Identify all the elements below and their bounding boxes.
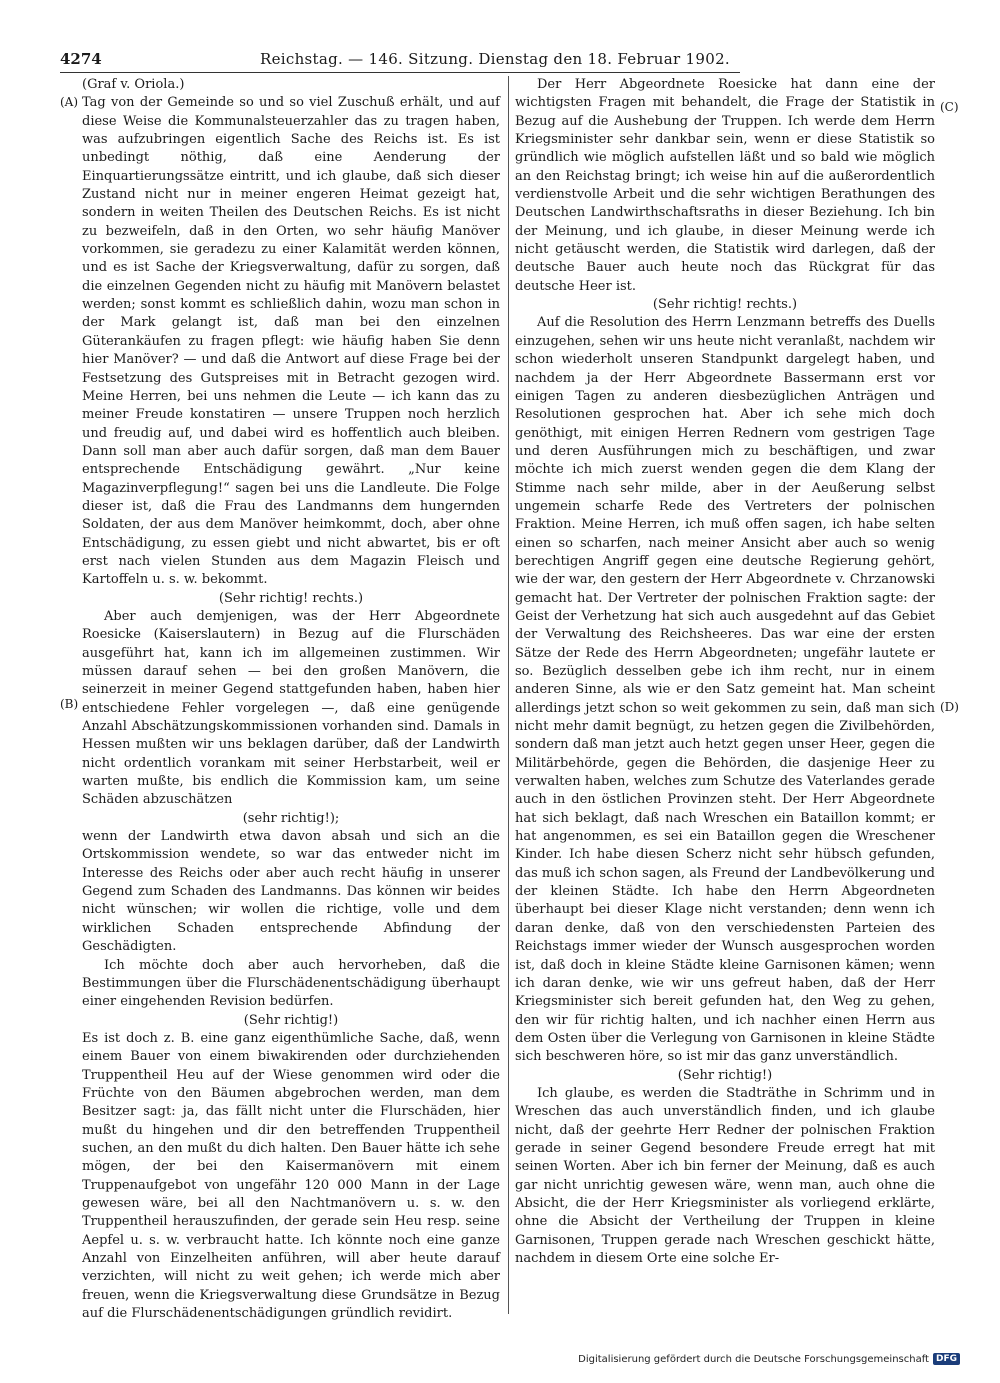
right-interjection-2: (Sehr richtig!): [677, 1067, 773, 1083]
left-interjection-1: (Sehr richtig! rechts.): [218, 590, 364, 606]
page-number: 4274: [60, 50, 102, 68]
footer-text: Digitalisierung gefördert durch die Deutsche Forschungsgemeinschaft: [578, 1353, 929, 1365]
header-rule: [60, 72, 740, 73]
right-column: [515, 76, 935, 1268]
right-paragraph-1: Der Herr Abgeordnete Roesicke hat dann eine der wichtigsten Fragen mit behandelt, die Frage der Statistik in Bezug auf die Aushebung der Truppen. Ich werde dem Herrn Kriegsminister sehr dankbar sein, wenn er diese Statistik so gründlich wie möglich aufstellen läßt und so bald wie möglich an den Reichstag bringt; ich weise hin auf die außerordentlich verdienstvolle Arbeit und die sehr wichtigen Berathungen des Deutschen Landwirthschaftsraths in dieser Beziehung. Ich bin der Meinung, und ich glaube, in dieser Meinung werde ich nicht getäuscht werden, die Statistik wird darlegen, daß der deutsche Bauer auch heute noch das Rückgrat für das deutsche Heer ist.: [515, 77, 935, 294]
column-divider: [508, 76, 509, 1314]
right-paragraph-3: Ich glaube, es werden die Stadträthe in Schrimm und in Wreschen das auch unverständlich finden, und ich glaube nicht, daß der geehrte Herr Redner der polnischen Fraktion gerade in seiner Gegend besondere Freude erregt hat mit seinen Worten. Aber ich bin ferner der Meinung, daß es auch gar nicht unrichtig gewesen wäre, wenn man, auch ohne die Absicht, die der Herr Kriegsminister als vorliegend erklärte, ohne die Absicht der Vertheilung der Truppen in kleine Garnisonen, Truppen gerade nach Wreschen geschickt hätte, nachdem in diesem Orte eine solche Er-: [515, 1085, 935, 1266]
margin-marker-a: (A): [60, 95, 79, 109]
speaker-label: (Graf v. Oriola.): [82, 77, 185, 92]
margin-marker-b: (B): [60, 697, 79, 711]
footer: [578, 1353, 960, 1365]
left-interjection-2: (sehr richtig!);: [242, 810, 340, 826]
page-title: Reichstag. — 146. Sitzung. Dienstag den 18. Februar 1902.: [260, 50, 730, 68]
left-column: [82, 76, 500, 1323]
left-paragraph-3: wenn der Landwirth etwa davon absah und sich an die Ortskommission wendete, so war das entweder nicht im Interesse des Reichs oder aber auch recht häufig in unserer Gegend zum Schaden des Landmanns. Das können wir beides nicht wünschen; wir wollen die richtige, volle und dem wirklichen Schaden entsprechende Abfindung der Geschädigten.: [82, 829, 500, 955]
margin-marker-d: (D): [940, 700, 959, 714]
right-interjection-1: (Sehr richtig! rechts.): [652, 297, 798, 313]
left-paragraph-1: Tag von der Gemeinde so und so viel Zuschuß erhält, und auf diese Weise die Kommunalsteuerzahler das zu tragen haben, was aufzubringen eigentlich Sache des Reichs ist. Es ist unbedingt nöthig, daß eine Aenderung der Einquartierungssätze eintritt, und ich glaube, daß sich dieser Zustand nicht nur in meiner engeren Heimat gezeigt hat, sondern in weiten Theilen des Deutschen Reichs. Es ist nicht zu bezweifeln, daß in den Orten, wo sehr häufig Manöver vorkommen, sie geradezu zu einer Kalamität werden können, und es ist Sache der Kriegsverwaltung, dafür zu sorgen, daß die einzelnen Gegenden nicht zu häufig mit Manövern belastet werden; sonst kommt es schließlich dahin, wozu man schon in der Mark gelangt ist, daß man bei den einzelnen Güterankäufen zu fragen pflegt: wie häufig haben Sie denn hier Manöver? — und daß die Antwort auf diese Frage bei der Festsetzung des Gutspreises mit in Betracht gezogen wird. Meine Herren, bei uns nehmen die Leute — ich kann das zu meiner Freude konstatiren — unsere Truppen noch herzlich und freudig auf, und dabei wird es hoffentlich auch bleiben. Dann soll man aber auch dafür sorgen, daß man dem Bauer entsprechende Entschädigung gewährt. „Nur keine Magazinverpflegung!“ sagen bei uns die Landleute. Die Folge dieser ist, daß die Frau des Landmanns dem hungernden Soldaten, der aus dem Manöver heimkommt, doch, aber ohne Entschädigung, zu essen giebt und nicht abwartet, bis er oft erst nach vielen Stunden aus dem Magazin Fleisch und Kartoffeln u. s. w. bekommt.: [82, 95, 500, 588]
page-header: [60, 50, 740, 72]
left-paragraph-5: Es ist doch z. B. eine ganz eigenthümliche Sache, daß, wenn einem Bauer von einem biwakirenden oder durchziehenden Truppentheil Heu auf der Wiese genommen wird oder die Früchte von den Bäumen abgebrochen werden, man dem Besitzer sagt: ja, das fällt nicht unter die Flurschäden, hier mußt du hingehen und dir den betreffenden Truppentheil suchen, an den mußt du dich halten. Den Bauer hätte ich sehe mögen, der bei den Kaisermanövern mit einem Truppenaufgebot von ungefähr 120 000 Mann in der Lage gewesen wäre, bei all den Nachtmanövern u. s. w. den Truppentheil herauszufinden, der gerade sein Heu resp. seine Aepfel u. s. w. verbraucht hatte. Ich könnte noch eine ganze Anzahl von Einzelheiten anführen, will aber heute darauf verzichten, will nicht zu weit gehen; ich werde mich aber freuen, wenn die Kriegsverwaltung diese Grundsätze in Bezug auf die Flurschädenentschädigungen gründlich revidirt.: [82, 1030, 500, 1322]
dfg-logo-icon: DFG: [933, 1353, 960, 1365]
right-paragraph-2: Auf die Resolution des Herrn Lenzmann betreffs des Duells einzugehen, sehen wir uns heute nicht veranlaßt, nachdem wir schon wiederholt unseren Standpunkt dargelegt haben, und nachdem ja der Herr Abgeordnete Bassermann erst vor einigen Tagen zu anderen diesbezüglichen Anträgen und Resolutionen gesprochen hat. Aber ich sehe mich doch genöthigt, mit einigen Herren Rednern vom gestrigen Tage und deren Ausführungen mich zu beschäftigen, und zwar möchte ich mich zuerst wenden gegen die dem Klang der Stimme nach sehr milde, aber in der Aeußerung selbst ungemein scharfe Rede des Vertreters der polnischen Fraktion. Meine Herren, ich muß offen sagen, ich habe selten einen so scharfen, nach meiner Ansicht aber auch so wenig berechtigen Angriff gegen eine deutsche Regierung gehört, wie der war, den gestern der Herr Abgeordnete v. Chrzanowski gemacht hat. Der Vertreter der polnischen Fraktion sagte: der Geist der Verhetzung hat sich auch ausgedehnt auf das Gebiet der Verwaltung des Reichsheeres. Das war eine der ersten Sätze der Rede des Herrn Abgeordneten; ungefähr lautete er so. Bezüglich desselben gebe ich ihm recht, nur in einem anderen Sinne, als wie er den Satz gemeint hat. Man scheint allerdings jetzt schon so weit gekommen zu sein, daß man sich nicht mehr damit begnügt, zu hetzen gegen die Zivilbehörden, sondern daß man jetzt auch hetzt gegen unser Heer, gegen die Militärbehörde, gegen die Behörden, die dasjenige Heer zu verwalten haben, welches zum Schutze des Vaterlandes gerade auch in den östlichen Provinzen steht. Der Herr Abgeordnete hat sich beklagt, daß nach Wreschen ein Bataillon kommt; er hat angenommen, es sei ein Bataillon gegen die Wreschener Kinder. Ich habe diesen Scherz nicht sehr hübsch gefunden, das muß ich schon sagen, als Freund der Landbevölkerung und der kleinen Städte. Ich habe den Herrn Abgeordneten überhaupt bei dieser Klage nicht verstanden; denn wenn ich daran denke, daß von den verschiedensten Parteien des Reichstags immer wieder der Wunsch ausgesprochen worden ist, daß doch in kleine Städte kleine Garnisonen kämen; wenn ich daran denke, wie wir uns gefreut haben, daß der Herr Kriegsminister sich bereit gefunden hat, den Weg zu gehen, den wir für richtig halten, und ich nachher einen Herrn aus dem Osten über die Verlegung von Garnisonen in kleine Städte sich beschweren höre, so ist mir das ganz unverständlich.: [515, 315, 935, 1065]
left-interjection-3: (Sehr richtig!): [243, 1012, 339, 1028]
margin-marker-c: (C): [940, 100, 959, 114]
left-paragraph-2: Aber auch demjenigen, was der Herr Abgeordnete Roesicke (Kaiserslautern) in Bezug auf die Flurschäden ausgeführt hat, kann ich im allgemeinen zustimmen. Wir müssen darauf sehen — bei den großen Manövern, die seinerzeit in meiner Gegend stattgefunden haben, haben hier entschiedene Fehler vorgelegen —, daß eine genügende Anzahl Abschätzungskommissionen vorhanden sind. Damals in Hessen mußten wir uns beklagen darüber, daß der Landwirth nicht ordentlich vorankam mit seiner Herbstarbeit, weil er warten mußte, bis endlich die Kommission kam, um seine Schäden abzuschätzen: [82, 608, 500, 808]
left-paragraph-4: Ich möchte doch aber auch hervorheben, daß die Bestimmungen über die Flurschädenentschädigung überhaupt einer eingehenden Revision bedürfen.: [82, 957, 500, 1010]
